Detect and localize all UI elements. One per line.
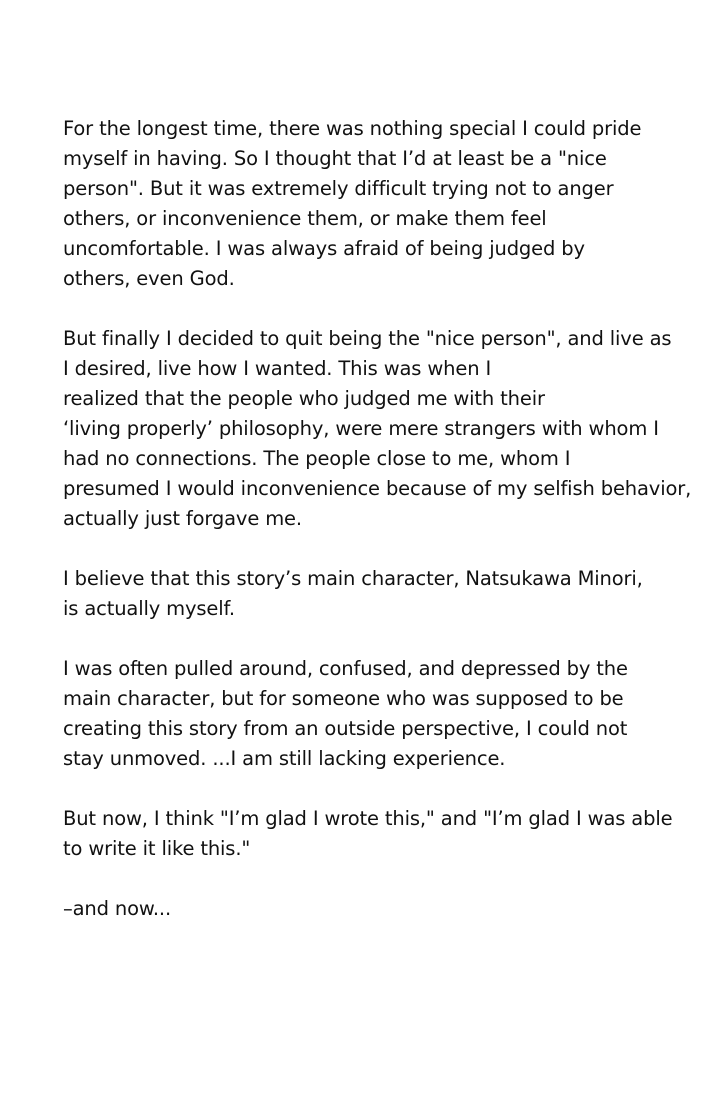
text-line: I was often pulled around, confused, and depressed by the [63, 657, 628, 680]
text-line: For the longest time, there was nothing special I could pride [63, 117, 642, 140]
text-line: –and now... [63, 897, 172, 920]
text-line: presumed I would inconvenience because of my selfish behavior, [63, 477, 692, 500]
paragraph-2 [63, 324, 703, 534]
paragraph-3 [63, 564, 703, 624]
text-line: stay unmoved. ...I am still lacking experience. [63, 747, 506, 770]
afterword-text [63, 114, 703, 954]
text-line: I believe that this story’s main character, Natsukawa Minori, [63, 567, 643, 590]
text-line: But now, I think "I’m glad I wrote this," and "I’m glad I was able [63, 807, 673, 830]
text-line: is actually myself. [63, 597, 235, 620]
paragraph-5 [63, 804, 703, 864]
paragraph-4 [63, 654, 703, 774]
paragraph-6 [63, 894, 703, 924]
text-line: uncomfortable. I was always afraid of being judged by [63, 237, 585, 260]
text-line: But finally I decided to quit being the "nice person", and live as [63, 327, 672, 350]
text-line: others, even God. [63, 267, 235, 290]
paragraph-1 [63, 114, 703, 294]
text-line: actually just forgave me. [63, 507, 302, 530]
text-line: I desired, live how I wanted. This was when I [63, 357, 492, 380]
text-line: creating this story from an outside perspective, I could not [63, 717, 628, 740]
text-line: realized that the people who judged me with their [63, 387, 545, 410]
text-line: ‘living properly’ philosophy, were mere strangers with whom I [63, 417, 659, 440]
text-line: to write it like this." [63, 837, 251, 860]
text-line: had no connections. The people close to me, whom I [63, 447, 571, 470]
text-line: main character, but for someone who was supposed to be [63, 687, 624, 710]
text-line: myself in having. So I thought that I’d at least be a "nice [63, 147, 607, 170]
text-line: others, or inconvenience them, or make them feel [63, 207, 547, 230]
text-line: person". But it was extremely difficult trying not to anger [63, 177, 614, 200]
